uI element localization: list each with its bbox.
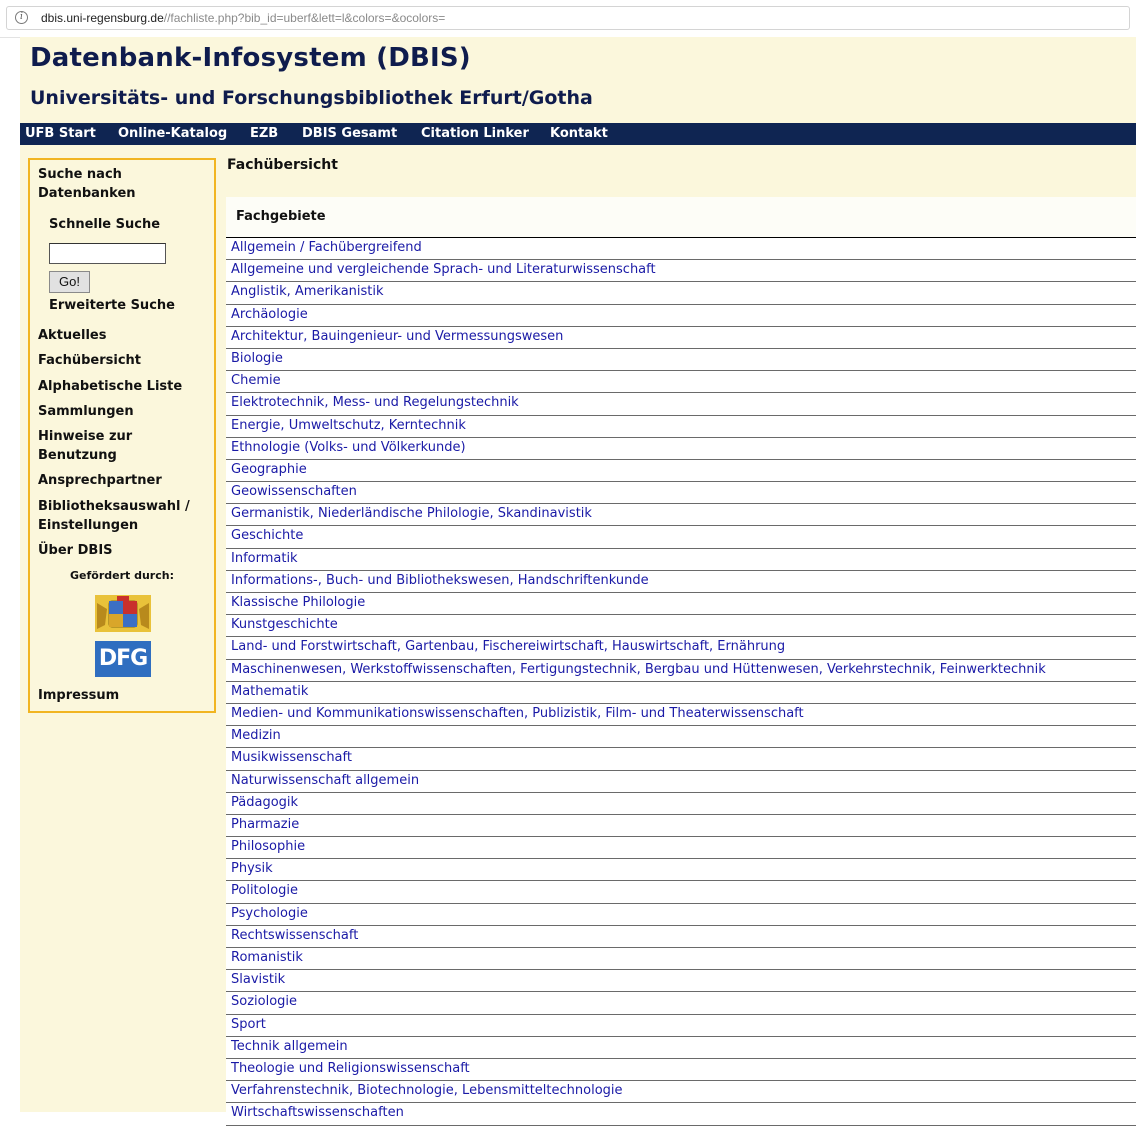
subject-link[interactable]: Architektur, Bauingenieur- und Vermessungswesen: [231, 328, 564, 344]
subject-link[interactable]: Psychologie: [231, 905, 308, 921]
sidebar-item-ueber-dbis[interactable]: Über DBIS: [38, 543, 113, 558]
subject-row: [226, 393, 1136, 415]
sidebar-item-bibliotheksauswahl[interactable]: Bibliotheksauswahl / Einstellungen: [38, 499, 190, 533]
subject-link[interactable]: Physik: [231, 861, 273, 877]
browser-address-bar: [0, 0, 1136, 38]
subject-row: [226, 793, 1136, 815]
subject-row: [226, 637, 1136, 659]
nav-ufb-start[interactable]: UFB Start: [25, 126, 96, 141]
subject-row: [226, 748, 1136, 770]
site-title: Datenbank-Infosystem (DBIS): [30, 43, 471, 73]
subject-link[interactable]: Geographie: [231, 461, 307, 477]
subject-row: [226, 482, 1136, 504]
subject-link[interactable]: Maschinenwesen, Werkstoffwissenschaften, Fertigungstechnik, Bergbau und Hüttenwesen, Verkehrstechnik, Feinwerktechnik: [231, 661, 1046, 677]
sidebar-search-heading[interactable]: Suche nach Datenbanken: [38, 167, 136, 201]
subject-row: [226, 460, 1136, 482]
subject-row: [226, 1015, 1136, 1037]
subject-link[interactable]: Verfahrenstechnik, Biotechnologie, Lebensmitteltechnologie: [231, 1083, 623, 1099]
subject-link[interactable]: Land- und Forstwirtschaft, Gartenbau, Fischereiwirtschaft, Hauswirtschaft, Ernährung: [231, 639, 786, 655]
subject-row: [226, 771, 1136, 793]
subject-link[interactable]: Naturwissenschaft allgemein: [231, 772, 420, 788]
subject-row: [226, 260, 1136, 282]
subject-row: [226, 881, 1136, 903]
subject-table-header: [226, 197, 1136, 238]
subject-row: [226, 1059, 1136, 1081]
subject-link[interactable]: Rechtswissenschaft: [231, 927, 359, 943]
top-navigation: [20, 123, 1136, 145]
subject-row: [226, 282, 1136, 304]
quick-search-input[interactable]: [49, 243, 166, 264]
subject-row: [226, 837, 1136, 859]
subject-link[interactable]: Sport: [231, 1016, 266, 1032]
subject-link[interactable]: Biologie: [231, 350, 283, 366]
sidebar-item-fachuebersicht[interactable]: Fachübersicht: [38, 353, 142, 368]
subject-row: [226, 859, 1136, 881]
subject-link[interactable]: Politologie: [231, 883, 299, 899]
subject-row: [226, 526, 1136, 548]
subject-link[interactable]: Pädagogik: [231, 794, 299, 810]
subject-link[interactable]: Wirtschaftswissenschaften: [231, 1105, 404, 1121]
subject-row: [226, 948, 1136, 970]
subject-row: [226, 593, 1136, 615]
subject-row: [226, 305, 1136, 327]
subject-link[interactable]: Informations-, Buch- und Bibliothekswesen, Handschriftenkunde: [231, 572, 649, 588]
sidebar-item-alphabetische-liste[interactable]: Alphabetische Liste: [38, 379, 183, 394]
subject-link[interactable]: Geschichte: [231, 528, 304, 544]
sidebar-quick-search-label: Schnelle Suche: [49, 217, 161, 232]
subject-row: [226, 371, 1136, 393]
subject-row: [226, 926, 1136, 948]
subject-link[interactable]: Geowissenschaften: [231, 484, 357, 500]
subject-link[interactable]: Slavistik: [231, 972, 286, 988]
subject-link[interactable]: Chemie: [231, 373, 281, 389]
bavaria-coat-of-arms-logo[interactable]: [95, 595, 151, 632]
nav-online-katalog[interactable]: Online-Katalog: [118, 126, 228, 141]
subject-list: [226, 238, 1136, 1126]
subject-row: [226, 704, 1136, 726]
subject-row: [226, 1103, 1136, 1125]
sidebar-item-impressum[interactable]: Impressum: [38, 688, 120, 703]
subject-link[interactable]: Germanistik, Niederländische Philologie, Skandinavistik: [231, 506, 592, 522]
subject-row: [226, 416, 1136, 438]
go-button[interactable]: Go!: [49, 271, 90, 293]
subject-row: [226, 349, 1136, 371]
url-host: dbis.uni-regensburg.de: [41, 11, 164, 25]
subject-row: [226, 726, 1136, 748]
subject-link[interactable]: Energie, Umweltschutz, Kerntechnik: [231, 417, 466, 433]
subject-row: [226, 660, 1136, 682]
subject-link[interactable]: Elektrotechnik, Mess- und Regelungstechnik: [231, 395, 519, 411]
subject-row: [226, 571, 1136, 593]
sponsor-label: Gefördert durch:: [70, 569, 174, 582]
subject-row: [226, 327, 1136, 349]
info-icon[interactable]: i: [15, 11, 28, 24]
subject-row: [226, 992, 1136, 1014]
sidebar-item-ansprechpartner[interactable]: Ansprechpartner: [38, 473, 162, 488]
nav-citation-linker[interactable]: Citation Linker: [421, 126, 529, 141]
subject-link[interactable]: Medizin: [231, 728, 281, 744]
page-title: Fachübersicht: [227, 157, 338, 173]
subject-link[interactable]: Anglistik, Amerikanistik: [231, 284, 384, 300]
url-field[interactable]: [6, 6, 1130, 30]
url-text[interactable]: [41, 11, 445, 25]
subject-link[interactable]: Technik allgemein: [231, 1038, 348, 1054]
nav-kontakt[interactable]: Kontakt: [550, 126, 608, 141]
subject-row: [226, 682, 1136, 704]
subject-link[interactable]: Klassische Philologie: [231, 595, 366, 610]
nav-dbis-gesamt[interactable]: DBIS Gesamt: [302, 126, 398, 141]
url-path: //fachliste.php?bib_id=uberf&lett=l&colors=&ocolors=: [163, 11, 446, 25]
subject-row: [226, 438, 1136, 460]
sidebar-item-aktuelles[interactable]: Aktuelles: [38, 328, 107, 343]
subject-row: [226, 238, 1136, 260]
subject-row: [226, 970, 1136, 992]
subject-link[interactable]: Mathematik: [231, 683, 309, 699]
sidebar-item-hinweise[interactable]: Hinweise zur Benutzung: [38, 429, 133, 463]
subject-link[interactable]: Kunstgeschichte: [231, 617, 338, 633]
subject-row: [226, 1037, 1136, 1059]
subject-link[interactable]: Musikwissenschaft: [231, 750, 352, 766]
subject-link[interactable]: Allgemeine und vergleichende Sprach- und Literaturwissenschaft: [231, 262, 656, 278]
subject-table-header-label: Fachgebiete: [236, 209, 326, 224]
sidebar-item-sammlungen[interactable]: Sammlungen: [38, 404, 134, 419]
subject-row: [226, 549, 1136, 571]
subject-row: [226, 904, 1136, 926]
subject-row: [226, 504, 1136, 526]
subject-row: [226, 1081, 1136, 1103]
sidebar: [28, 158, 216, 713]
subject-link[interactable]: Theologie und Religionswissenschaft: [231, 1060, 470, 1076]
subject-link[interactable]: Philosophie: [231, 839, 306, 855]
subject-link[interactable]: Romanistik: [231, 950, 303, 965]
subject-link[interactable]: Ethnologie (Volks- und Völkerkunde): [231, 439, 466, 455]
dfg-logo[interactable]: DFG: [95, 641, 151, 677]
library-name: Universitäts- und Forschungsbibliothek Erfurt/Gotha: [30, 87, 593, 109]
subject-link[interactable]: Archäologie: [231, 306, 308, 322]
subject-link[interactable]: Pharmazie: [231, 816, 300, 832]
nav-ezb[interactable]: EZB: [250, 126, 279, 141]
subject-row: [226, 815, 1136, 837]
subject-row: [226, 615, 1136, 637]
subject-table: [226, 197, 1136, 1126]
subject-link[interactable]: Medien- und Kommunikationswissenschaften, Publizistik, Film- und Theaterwissenschaft: [231, 705, 804, 721]
sidebar-advanced-search[interactable]: Erweiterte Suche: [49, 298, 175, 313]
subject-link[interactable]: Informatik: [231, 550, 298, 566]
subject-link[interactable]: Soziologie: [231, 994, 298, 1010]
subject-link[interactable]: Allgemein / Fachübergreifend: [231, 240, 422, 255]
